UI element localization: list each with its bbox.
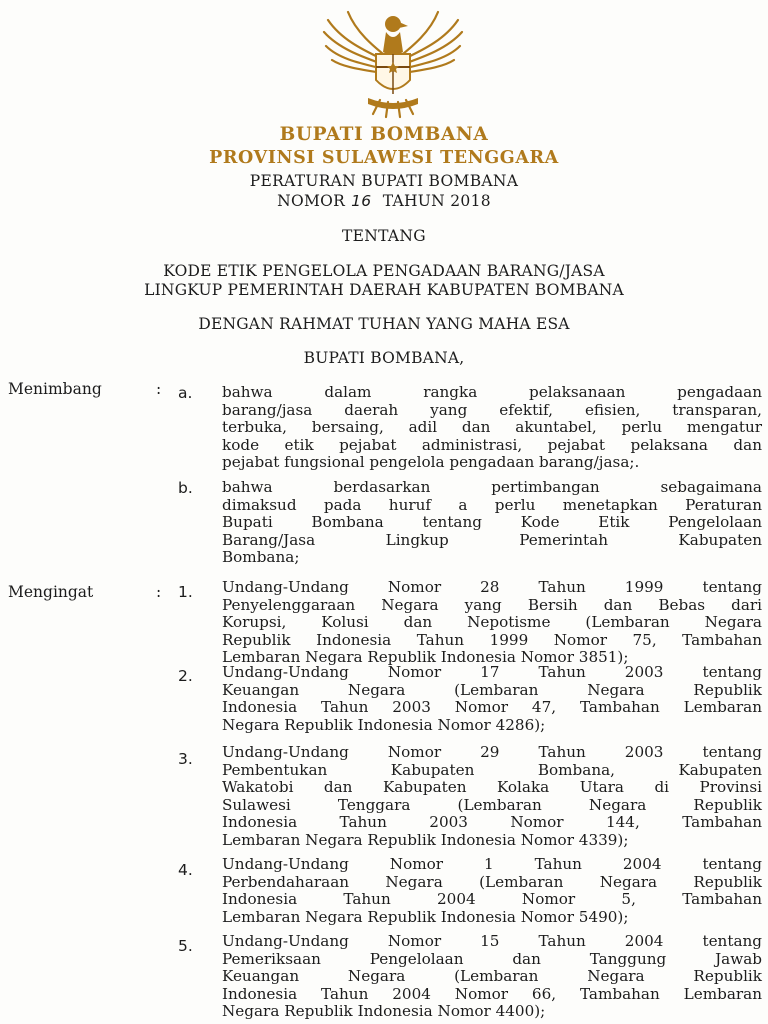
text-line: Negara Republik Indonesia Nomor 4400); bbox=[222, 1002, 546, 1021]
mengingat-item-2 bbox=[222, 664, 762, 734]
text-line: Undang-Undang Nomor 1 Tahun 2004 tentang bbox=[222, 855, 762, 873]
mengingat-item-3 bbox=[222, 744, 762, 850]
text-line: Perbendaharaan Negara (Lembaran Negara Republik bbox=[222, 872, 762, 891]
text-line: Bupati Bombana tentang Kode Etik Pengelolaan bbox=[222, 513, 762, 532]
regulation-number bbox=[0, 192, 768, 210]
menimbang-label: Menimbang bbox=[8, 380, 102, 398]
menimbang-item-a bbox=[222, 384, 762, 472]
text-line: Undang-Undang Nomor 29 Tahun 2003 tentang bbox=[222, 743, 762, 761]
mengingat-item-5 bbox=[222, 933, 762, 1021]
text-line: Keuangan Negara (Lembaran Negara Republik bbox=[222, 967, 762, 986]
text-line: Penyelenggaraan Negara yang Bersih dan Bebas dari bbox=[222, 595, 762, 614]
text-line: Undang-Undang Nomor 28 Tahun 1999 tentang bbox=[222, 578, 762, 596]
mengingat-item-1 bbox=[222, 579, 762, 667]
text-line: bahwa berdasarkan pertimbangan sebagaimana bbox=[222, 478, 762, 496]
menimbang-item-b bbox=[222, 479, 762, 567]
rahmat-line: DENGAN RAHMAT TUHAN YANG MAHA ESA bbox=[198, 315, 570, 333]
mengingat-marker-4: 4. bbox=[178, 861, 193, 879]
text-line: Republik Indonesia Tahun 1999 Nomor 75, Tambahan bbox=[222, 630, 762, 649]
garuda-emblem-icon bbox=[318, 2, 468, 120]
text-line: Bombana; bbox=[222, 548, 300, 567]
text-line: Indonesia Tahun 2003 Nomor 47, Tambahan Lembaran bbox=[222, 698, 762, 717]
number-value: 16 bbox=[351, 192, 372, 210]
text-line: Lembaran Negara Republik Indonesia Nomor 4339); bbox=[222, 830, 629, 849]
bupati-line: BUPATI BOMBANA, bbox=[303, 349, 465, 367]
text-line: pejabat fungsional pengelola pengadaan barang/jasa;. bbox=[222, 453, 640, 472]
text-line: Lembaran Negara Republik Indonesia Nomor 3851); bbox=[222, 648, 629, 667]
text-line: Indonesia Tahun 2004 Nomor 66, Tambahan Lembaran bbox=[222, 984, 762, 1003]
mengingat-label: Mengingat bbox=[8, 583, 94, 601]
number-prefix: NOMOR bbox=[277, 192, 346, 210]
mengingat-item-4 bbox=[222, 856, 762, 926]
menimbang-colon: : bbox=[156, 380, 162, 398]
text-line: Indonesia Tahun 2004 Nomor 5, Tambahan bbox=[222, 890, 762, 909]
province-title: PROVINSI SULAWESI TENGGARA bbox=[209, 148, 559, 168]
text-line: Wakatobi dan Kabupaten Kolaka Utara di Provinsi bbox=[222, 778, 762, 797]
tentang-label: TENTANG bbox=[342, 227, 426, 245]
subject-title-line-2: LINGKUP PEMERINTAH DAERAH KABUPATEN BOMBANA bbox=[144, 281, 624, 299]
mengingat-marker-5: 5. bbox=[178, 937, 193, 955]
text-line: dimaksud pada huruf a perlu menetapkan Peraturan bbox=[222, 495, 762, 514]
mengingat-marker-3: 3. bbox=[178, 750, 193, 768]
text-line: terbuka, bersaing, adil dan akuntabel, perlu mengatur bbox=[222, 418, 762, 437]
text-line: kode etik pejabat administrasi, pejabat pelaksana dan bbox=[222, 435, 762, 454]
text-line: Sulawesi Tenggara (Lembaran Negara Republik bbox=[222, 795, 762, 814]
regulation-year: TAHUN 2018 bbox=[382, 192, 491, 210]
text-line: Pemeriksaan Pengelolaan dan Tanggung Jawab bbox=[222, 949, 762, 968]
office-title: BUPATI BOMBANA bbox=[279, 124, 489, 145]
menimbang-marker-b: b. bbox=[178, 479, 193, 497]
menimbang-marker-a: a. bbox=[178, 384, 193, 402]
mengingat-marker-1: 1. bbox=[178, 583, 193, 601]
text-line: Lembaran Negara Republik Indonesia Nomor 5490); bbox=[222, 907, 629, 926]
text-line: Barang/Jasa Lingkup Pemerintah Kabupaten bbox=[222, 530, 762, 549]
text-line: Undang-Undang Nomor 15 Tahun 2004 tentang bbox=[222, 932, 762, 950]
text-line: bahwa dalam rangka pelaksanaan pengadaan bbox=[222, 383, 762, 401]
text-line: Korupsi, Kolusi dan Nepotisme (Lembaran Negara bbox=[222, 613, 762, 632]
subject-title-line-1: KODE ETIK PENGELOLA PENGADAAN BARANG/JASA bbox=[163, 262, 605, 280]
text-line: barang/jasa daerah yang efektif, efisien, transparan, bbox=[222, 400, 762, 419]
text-line: Pembentukan Kabupaten Bombana, Kabupaten bbox=[222, 760, 762, 779]
text-line: Negara Republik Indonesia Nomor 4286); bbox=[222, 715, 546, 734]
text-line: Indonesia Tahun 2003 Nomor 144, Tambahan bbox=[222, 813, 762, 832]
mengingat-colon: : bbox=[156, 583, 162, 601]
text-line: Keuangan Negara (Lembaran Negara Republik bbox=[222, 680, 762, 699]
regulation-title: PERATURAN BUPATI BOMBANA bbox=[249, 172, 519, 190]
mengingat-marker-2: 2. bbox=[178, 667, 193, 685]
text-line: Undang-Undang Nomor 17 Tahun 2003 tentang bbox=[222, 663, 762, 681]
